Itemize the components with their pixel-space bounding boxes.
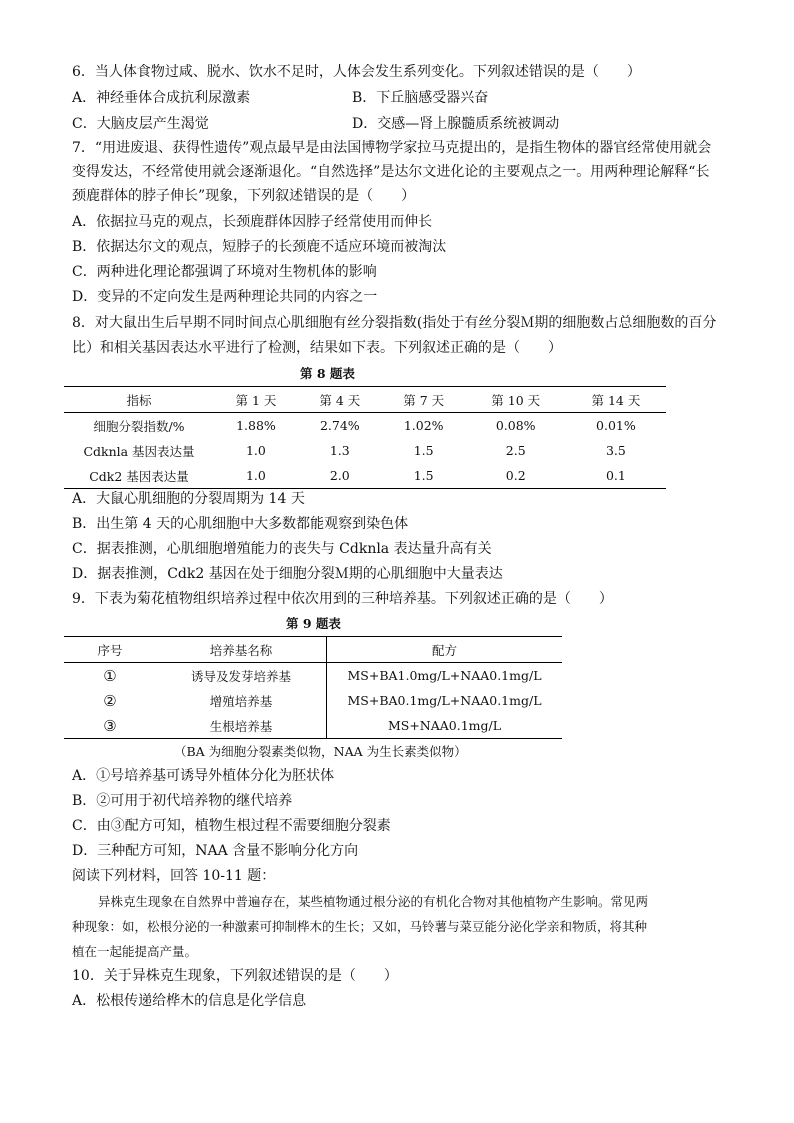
q7-stem-line-2: 变得发达，不经常使用就会逐渐退化。“自然选择”是达尔文进化论的主要观点之一。用两种理论解释“长 bbox=[72, 164, 710, 180]
q9-table bbox=[64, 636, 562, 739]
q7-option-a: A．依据拉马克的观点，长颈鹿群体因脖子经常使用而伸长 bbox=[72, 214, 433, 230]
table-row bbox=[64, 663, 562, 689]
column-header: 序号 bbox=[64, 637, 156, 663]
table-cell: Cdknla 基因表达量 bbox=[83, 443, 195, 459]
table-header-row bbox=[64, 387, 666, 413]
q8-option-c: C．据表推测，心肌细胞增殖能力的丧失与 Cdknla 表达量升高有关 bbox=[72, 541, 492, 557]
table-cell: 增殖培养基 bbox=[156, 688, 327, 713]
table-row bbox=[64, 413, 666, 439]
table-cell: 1.88% bbox=[236, 418, 276, 433]
column-header: 第 10 天 bbox=[466, 387, 566, 413]
q9-option-c: C．由③配方可知，植物生根过程不需要细胞分裂素 bbox=[72, 818, 391, 834]
table-cell: 2.0 bbox=[329, 468, 350, 483]
table-cell: 1.5 bbox=[413, 468, 434, 483]
table-cell: MS+BA0.1mg/L+NAA0.1mg/L bbox=[347, 693, 542, 708]
q8-table-caption: 第 8 题表 bbox=[300, 366, 355, 381]
table-cell: 1.0 bbox=[245, 468, 266, 483]
table-cell: 1.3 bbox=[329, 443, 350, 458]
table-cell: ③ bbox=[103, 716, 117, 735]
reading-paragraph bbox=[72, 889, 724, 964]
table-cell: 细胞分裂指数/% bbox=[93, 418, 185, 434]
table-cell: ① bbox=[103, 666, 117, 685]
q7-option-b: B．依据达尔文的观点，短脖子的长颈鹿不适应环境而被淘汰 bbox=[72, 239, 447, 255]
q6-option-b: B．下丘脑感受器兴奋 bbox=[352, 90, 489, 106]
column-header: 配方 bbox=[327, 637, 563, 663]
q8-option-b: B．出生第 4 天的心肌细胞中大多数都能观察到染色体 bbox=[72, 516, 409, 532]
table-cell: MS+BA1.0mg/L+NAA0.1mg/L bbox=[347, 668, 542, 683]
q8-stem-line-2: 比）和相关基因表达水平进行了检测，结果如下表。下列叙述正确的是（ ） bbox=[72, 340, 562, 356]
q10-option-a: A．松根传递给桦木的信息是化学信息 bbox=[72, 993, 307, 1009]
q8-table bbox=[64, 386, 666, 489]
table-row bbox=[64, 713, 562, 739]
q10-stem: 10．关于异株克生现象，下列叙述错误的是（ ） bbox=[72, 968, 398, 984]
q9-stem: 9．下表为菊花植物组织培养过程中依次用到的三种培养基。下列叙述正确的是（ ） bbox=[72, 591, 613, 607]
table-row bbox=[64, 688, 562, 713]
q6-option-c: C．大脑皮层产生渴觉 bbox=[72, 116, 209, 132]
q9-option-a: A．①号培养基可诱导外植体分化为胚状体 bbox=[72, 768, 335, 784]
q9-table-note: （BA 为细胞分裂素类似物，NAA 为生长素类似物） bbox=[174, 744, 467, 759]
reading-line-1: 异株克生现象在自然界中普遍存在，某些植物通过根分泌的有机化合物对其他植物产生影响。常见两 bbox=[98, 894, 649, 909]
column-header: 第 1 天 bbox=[214, 387, 298, 413]
table-cell: 1.0 bbox=[245, 443, 266, 458]
q6-option-d: D．交感—肾上腺髓质系统被调动 bbox=[352, 116, 560, 132]
table-cell: 2.74% bbox=[319, 418, 360, 433]
reading-intro: 阅读下列材料，回答 10-11 题： bbox=[72, 868, 276, 884]
table-row bbox=[64, 463, 666, 489]
table-row bbox=[64, 438, 666, 463]
reading-line-3: 植在一起能提高产量。 bbox=[72, 944, 198, 959]
table-cell: 1.5 bbox=[413, 443, 434, 458]
reading-line-2: 种现象：如，松根分泌的一种激素可抑制桦木的生长；又如，马铃薯与菜豆能分泌化学亲和物质，将其种 bbox=[72, 919, 648, 934]
q8-option-d: D．据表推测，Cdk2 基因在处于细胞分裂Ｍ期的心肌细胞中大量表达 bbox=[72, 566, 503, 582]
q7-stem-line-1: 7．“用进废退、获得性遗传”观点最早是由法国博物学家拉马克提出的，是指生物体的器官经常使用就会 bbox=[72, 140, 712, 156]
column-header: 第 14 天 bbox=[566, 387, 666, 413]
q6-option-a: A．神经垂体合成抗利尿激素 bbox=[72, 90, 251, 106]
table-cell: Cdk2 基因表达量 bbox=[89, 468, 189, 484]
table-cell: 生根培养基 bbox=[156, 713, 327, 739]
table-header-row bbox=[64, 637, 562, 663]
q9-option-b: B．②可用于初代培养物的继代培养 bbox=[72, 793, 293, 809]
table-cell: 0.1 bbox=[605, 468, 626, 483]
table-cell: ② bbox=[103, 691, 117, 710]
column-header: 第 4 天 bbox=[298, 387, 382, 413]
table-cell: 2.5 bbox=[505, 443, 526, 458]
q7-option-c: C．两种进化理论都强调了环境对生物机体的影响 bbox=[72, 264, 377, 280]
table-cell: 3.5 bbox=[605, 443, 626, 458]
table-cell: 1.02% bbox=[403, 418, 444, 433]
table-cell: 0.08% bbox=[495, 418, 536, 433]
q8-option-a: A．大鼠心肌细胞的分裂周期为 14 天 bbox=[72, 491, 305, 507]
q7-stem-line-3: 颈鹿群体的脖子伸长”现象，下列叙述错误的是（ ） bbox=[72, 188, 416, 204]
q9-option-d: D．三种配方可知，NAA 含量不影响分化方向 bbox=[72, 843, 359, 859]
column-header: 指标 bbox=[64, 387, 214, 413]
table-cell: MS+NAA0.1mg/L bbox=[387, 718, 502, 733]
table-cell: 0.01% bbox=[596, 418, 636, 433]
q9-table-caption: 第 9 题表 bbox=[286, 616, 341, 631]
column-header: 培养基名称 bbox=[156, 637, 327, 663]
table-cell: 诱导及发芽培养基 bbox=[156, 663, 327, 689]
column-header: 第 7 天 bbox=[382, 387, 466, 413]
q7-option-d: D．变异的不定向发生是两种理论共同的内容之一 bbox=[72, 289, 378, 305]
q6-stem: 6．当人体食物过咸、脱水、饮水不足时，人体会发生系列变化。下列叙述错误的是（ ） bbox=[72, 64, 641, 80]
table-cell: 0.2 bbox=[505, 468, 526, 483]
q8-stem-line-1: 8．对大鼠出生后早期不同时间点心肌细胞有丝分裂指数(指处于有丝分裂Ｍ期的细胞数占总细胞数的百分 bbox=[72, 315, 717, 331]
